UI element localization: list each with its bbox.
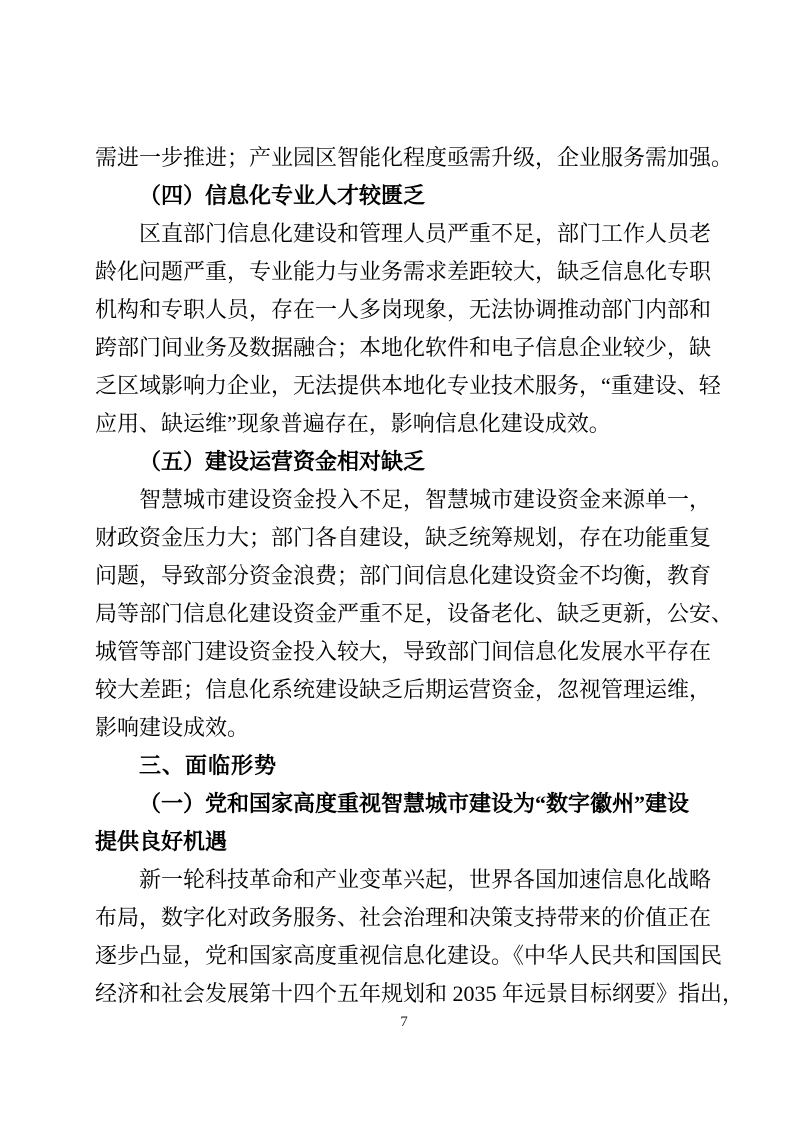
text-line: 需进一步推进；产业园区智能化程度亟需升级，企业服务需加强。	[95, 145, 734, 170]
text-line: 布局，数字化对政务服务、社会治理和决策支持带来的价值正在	[95, 905, 712, 930]
heading-line: （一）党和国家高度重视智慧城市建设为“数字徽州”建设	[139, 791, 690, 816]
text-line: 区直部门信息化建设和管理人员严重不足，部门工作人员老	[139, 221, 712, 246]
text-line: 经济和社会发展第十四个五年规划和 2035 年远景目标纲要》指出，	[95, 981, 745, 1006]
text-line: 较大差距；信息化系统建设缺乏后期运营资金，忽视管理运维，	[95, 677, 712, 702]
page-number: 7	[400, 1014, 408, 1030]
text-line: 跨部门间业务及数据融合；本地化软件和电子信息企业较少，缺	[95, 335, 712, 360]
document-body	[95, 139, 745, 1013]
text-line: 问题，导致部分资金浪费；部门间信息化建设资金不均衡，教育	[95, 563, 712, 588]
heading-line: 三、面临形势	[139, 753, 278, 778]
heading-line: （四）信息化专业人才较匮乏	[139, 183, 426, 208]
text-line: 影响建设成效。	[95, 715, 250, 740]
heading-line: （五）建设运营资金相对缺乏	[139, 449, 426, 474]
text-line: 新一轮科技革命和产业变革兴起，世界各国加速信息化战略	[139, 867, 712, 892]
page-footer	[95, 1012, 713, 1032]
text-line: 机构和专职人员，存在一人多岗现象，无法协调推动部门内部和	[95, 297, 712, 322]
text-line: 应用、缺运维”现象普遍存在，影响信息化建设成效。	[95, 411, 611, 436]
heading-line: 提供良好机遇	[95, 829, 228, 854]
text-line: 智慧城市建设资金投入不足，智慧城市建设资金来源单一，	[139, 487, 712, 512]
text-line: 乏区域影响力企业，无法提供本地化专业技术服务，“重建设、轻	[95, 373, 721, 398]
text-line: 财政资金压力大；部门各自建设，缺乏统筹规划，存在功能重复	[95, 525, 712, 550]
text-line: 局等部门信息化建设资金严重不足，设备老化、缺乏更新，公安、	[95, 601, 734, 626]
text-line: 逐步凸显，党和国家高度重视信息化建设。《中华人民共和国国民	[95, 943, 723, 968]
text-line: 龄化问题严重，专业能力与业务需求差距较大，缺乏信息化专职	[95, 259, 712, 284]
text-line: 城管等部门建设资金投入较大，导致部门间信息化发展水平存在	[95, 639, 712, 664]
